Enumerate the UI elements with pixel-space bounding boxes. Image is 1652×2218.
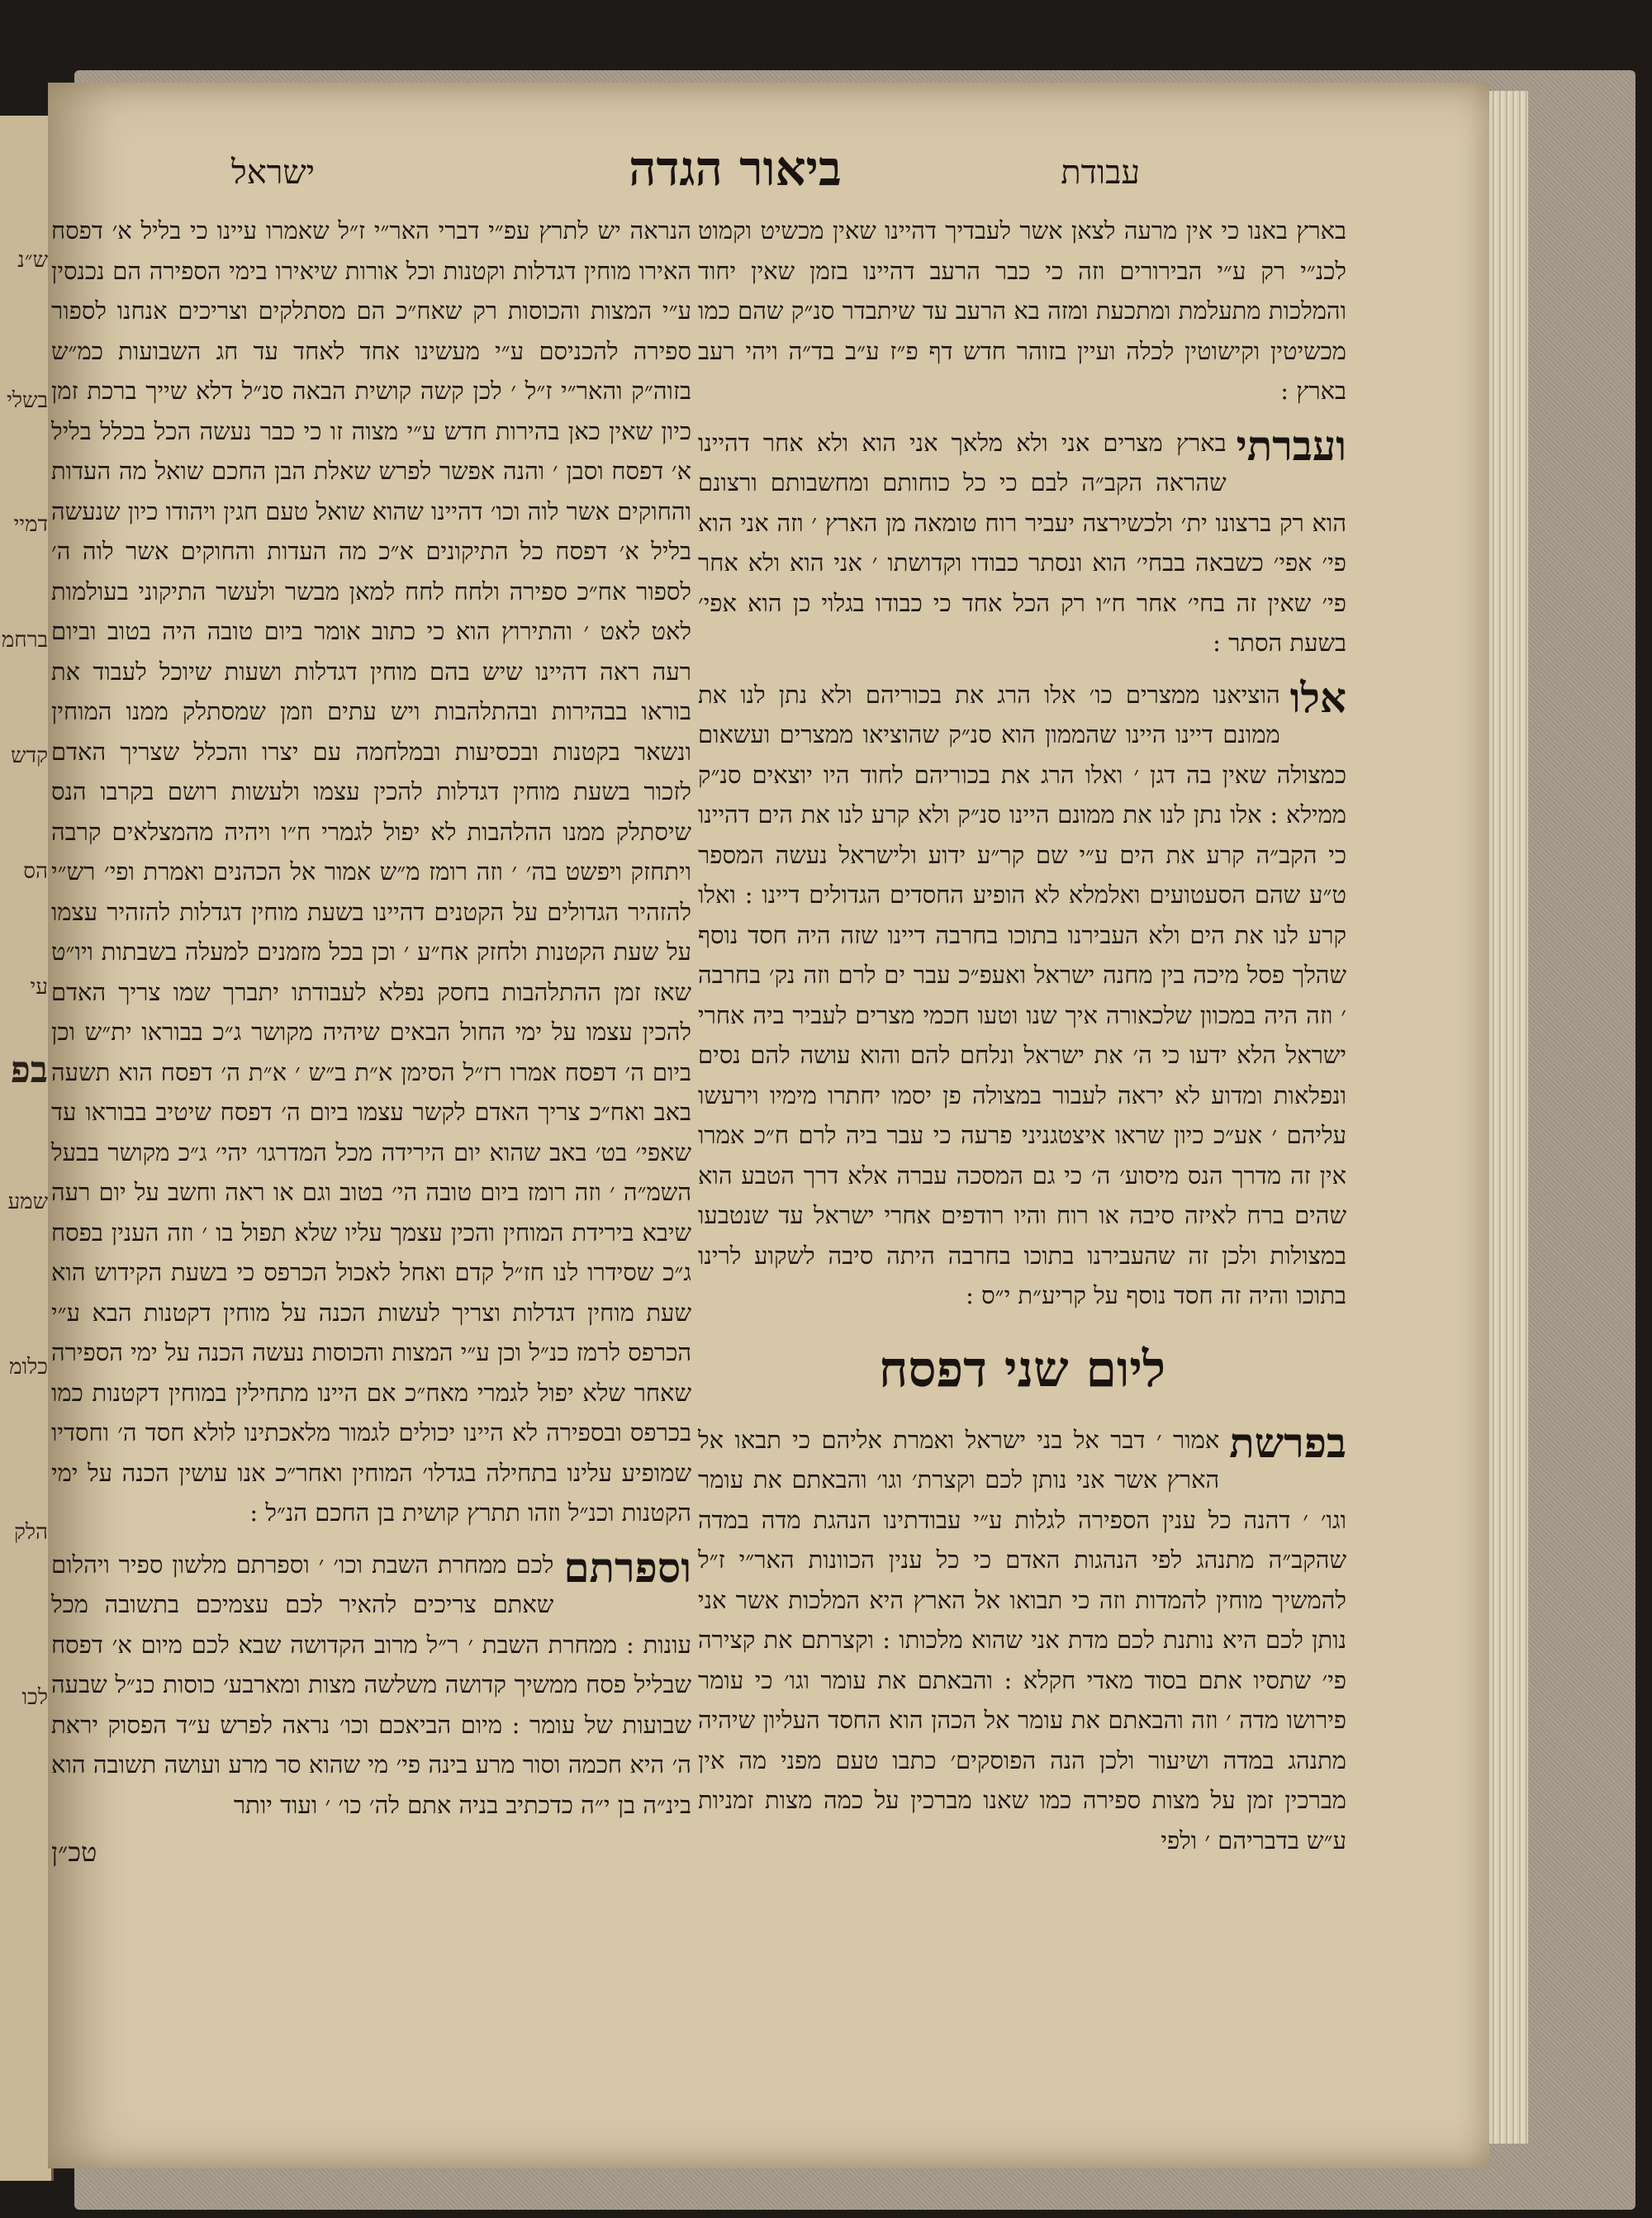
running-head-left: ישראל: [231, 154, 316, 192]
left-page-fragment: שמע: [7, 1190, 48, 1214]
left-page-fragment: כלומ: [9, 1355, 48, 1380]
left-page-fragment: עי: [30, 975, 48, 1000]
left-page-fragment: הס: [23, 859, 48, 884]
paragraph: ועברתי בארץ מצרים אני ולא מלאך אני הוא ולא אחר דהיינו שהראה הקב״ה לבם כי כל כוחותם ומחשבותם ורצונם הוא רק ברצונו ית׳ ולכשירצה יעביר רוח טומאה מן הארץ ׳ וזה אני הוא פי׳ אפי׳ כשבאה בבחי׳ הוא ונסתר כבודו וקדושתו ׳ אני הוא ולא אחר פי׳ שאין זה בחי׳ אחר ח״ו רק הכל אחד כי כבודו בגלוי כן הוא אפי׳ בשעת הסתר :: [698, 420, 1346, 657]
running-head-right: עבודת: [1061, 154, 1140, 192]
paragraph: אלו הוציאנו ממצרים כו׳ אלו הרג את בכוריהם ולא נתן לנו את ממונם דיינו היינו שהממון הוא סנ״ק שהוציאו ממצרים ועשאום כמצולה שאין בה דגן ׳ ואלו הרג את בכוריהם לחוד היו יוצאים סנ״ק ממילא : אלו נתן לנו את ממונם היינו סנ״ק ולא קרע לנו את הים דהיינו כי הקב״ה קרע את הים ע״י שם קר״ע ידוע ולישראל נעשה המספר ט״ע שהם הסעטועים ואלמלא לא הופיע החסדים הגדולים דיינו : ואלו קרע לנו את הים ולא העבירנו בתוכו בחרבה דיינו שזה היה חסד נוסף שהלך פסל מיכה בין מחנה ישראל ואעפ״כ עבר ים לרם וזה נק׳ בחרבה ׳ וזה היה במכוון שלכאורה איך שנו וטעו חכמי מצרים לעביר ביה אחרי ישראל הלא ידעו כי ה׳ את ישראל ונלחם להם והוא עושה להם נסים ונפלאות ומדוע לא יראה לעבור במצולה פן יסמו יחתרו מימיו וירעשו עליהם ׳ אע״כ כיון שראו איצטגניני פרעה כי עבר ביה לרם ח״כ אמרו אין זה מדרך הנס מיסוע׳ ה׳ כי גם המסכה עברה אלא דרך הטבע הוא שהים ברח לאיזה סיבה או רוח והיו רודפים אחרי ישראל עד שנטבעו במצולות ולכן זה שהעבירנו בתוכו בחרבה היתה סיבה לשקוע לרינו בתוכו והיה זה חסד נוסף על קריע״ת י״ס :: [698, 672, 1346, 1309]
left-page-edge: [0, 116, 54, 2181]
catchword: טכ״ן: [51, 1836, 97, 1868]
left-page-fragment: בשלי: [7, 388, 48, 413]
lead-word: אלו: [1289, 672, 1346, 722]
right-column: [698, 211, 1346, 1872]
paragraph: וספרתם לכם ממחרת השבת וכו׳ ׳ וספרתם מלשון ספיר ויהלום שאתם צריכים להאיר לכם עצמיכם בתשובה מכל עונות : ממחרת השבת ׳ ר״ל מרוב הקדושה שבא לכם מיום א׳ דפסח שבליל פסח ממשיך קדושה משלשה מצות ומארבע׳ כוסות כנ״ל שבעה שבועות של עומר : מיום הביאכם וכו׳ נראה לפרש ע״ד הפסוק יראת ה׳ היא חכמה וסור מרע בינה פי׳ מי שהוא סר מרע ועושה תשובה הוא בינ״ה בן י״ה כדכתיב בניה אתם לה׳ כו׳ ׳ ועוד יותר: [51, 1542, 691, 1819]
paragraph: בארץ באנו כי אין מרעה לצאן אשר לעבדיך דהיינו שאין מכשיט וקמוט לכנ״י רק ע״י הבירורים וזה כי כבר הרעב דהיינו בזמן שאין יחוד והמלכות מתעלמת ומתכעת ומזה בא הרעב עד שיתבדר סנ״ק שהם כמו מכשיטין וקישוטין לכלה ועיין בזוהר חדש דף פ״ז ע״ב בד״ה ויהי רעב בארץ :: [698, 216, 1346, 405]
left-page-fragment: ש״נ: [17, 248, 48, 273]
left-page-fragment: הלק: [13, 1520, 48, 1545]
paragraph: הנראה יש לתרץ עפ״י דברי האר״י ז״ל שאמרו עיינו כי בליל א׳ דפסח האירו מוחין דגדלות וקטנות וכל אורות שיאירו בימי הספירה הם נכנסין ע״י המצות והכוסות רק שאח״כ הם מסתלקים וצריכים אנחנו לספור ספירה להכניסם ע״י מעשינו אחד לאחד עד חג השבועות כמ״ש בזוה״ק והאר״י ז״ל ׳ לכן קשה קושית הבאה סנ״ל דלא שייך ברכת זמן כיון שאין כאן בהירות חדש ע״י מצוה זו כי כבר נעשה הכל בכלל בליל א׳ דפסח וסבן ׳ והנה אפשר לפרש שאלת הבן החכם שואל מה העדות והחוקים אשר לוה וכו׳ דהיינו שהוא שואל טעם חגין ויהודו כיון שנעשה בליל א׳ דפסח כל התיקונים א״כ מה העדות והחוקים אשר לוה ה׳ לספור אח״כ ספירה ולחח לחח למאן מבשר ולעשר התיקוני בעולמות לאט לאט ׳ והתירוץ הוא כי כתוב אומר ביום טובה היה בטוב וביום רעה ראה דהיינו שיש בהם מוחין דגדלות ושעות שיוכל לעבוד את בוראו בבהירות ובהתלהבות ויש עתים וזמן שמסתלק ממנו המוחין ונשאר בקטנות ובכסיעות ובמלחמה עם יצרו והכלל שצריך האדם לזכור בשעת מוחין דגדלות להכין עצמו ולעשות רושם בקרבו הנס שיסתלק ממנו ההלהבות לא יפול לגמרי ח״ו ויהיה מהמצלאים קרבה ויתחזק ויפשט בה׳ ׳ וזה רומז מ״ש אמור אל הכהנים ואמרת ופי׳ רש״י להזהיר הגדולים על הקטנים דהיינו בשעת מוחין דגדלות להזהיר עצמו על שעת הקטנות ולחזק אח״ע ׳ וכן בכל מזמנים למעלה בשבתות ויו״ט שאז זמן ההתלהבות בחסק נפלא לעבודתו יתברך שמו צריך האדם להכין עצמו על ימי החול הבאים שיהיה מקושר ג״כ בבוראו ית״ש וכן ביום ה׳ דפסח אמרו רז״ל הסימן א״ת ב״ש ׳ א״ת ה׳ דפסח הוא תשעה באב ואח״כ צריך האדם לקשר עצמו ביום ה׳ דפסח שיטיב בבוראו עד שאפי׳ בט׳ באב שהוא יום הירידה מכל המדרגו׳ יהי׳ ג״כ מקושר בבעל השמ״ה ׳ וזה רומז ביום טובה הי׳ בטוב וגם או ראה וחשב על יום רעה שיבא בירידת המוחין והכין עצמך עליו שלא תפול בו ׳ וזה הענין בפסח ג״כ שסידרו לנו חז״ל קדם ואחל לאכול הכרפס כי בשעת הקידוש הוא שעת מוחין דגדלות וצריך לעשות הכנה על מוחין דקטנות הבא ע״י הכרפס לרמז כנ״ל וכן ע״י המצות והכוסות נעשה הכנה על ימי הספירה שאחר שלא יפול לגמרי מאח״כ אם היינו מתחילין במוחין דקטנות כמו בכרפס ובספירה לא היינו יכולים לגמור מלאכתינו לולא חסד ה׳ וחסדיו שמופיע עלינו בתחילה בגדלו׳ המוחין ואחר״כ אנו עושין הכנה על ימי הקטנות וכנ״ל וזהו תתרץ קושית בן החכם הנ״ל :: [51, 216, 691, 1527]
paragraph: בפרשת אמור ׳ דבר אל בני ישראל ואמרת אליהם כי תבאו אל הארץ אשר אני נותן לכם וקצרת׳ וגו׳ והבאתם את עומר וגו׳ ׳ דהנה כל ענין הספירה לגלות ע״י עבודתינו הנהגת מדה במדה שהקב״ה מתנהג לפי הנהגות האדם כי כל ענין הכוונות האר״י ז״ל להמשיך מוחין להמדות וזה כי תבואו אל הארץ היא המלכות אשר אני נותן לכם היא נותנת לכם מדת אני שהוא מלכותו : וקצרתם את קצירה פי׳ שתסיו אתם בסוד מאדי חקלא : והבאתם את עומר וגו׳ כי עומר פירושו מדה ׳ וזה והבאתם את עומר אל הכהן הוא החסד העליון שיהיה מתנהג במדה ושיעור ולכן הנה הפוסקים׳ כתבו טעם מפני מה אין מברכין זמן על מצות ספירה כמו שאנו מברכין על כמה מצות זמניות ע״ש בדבריהם ׳ ולפי: [698, 1418, 1347, 1855]
lead-word: בפרשת: [1229, 1418, 1346, 1467]
left-page-fragment: בפ: [10, 1049, 48, 1091]
lead-word: ועברתי: [1236, 420, 1346, 470]
lead-word: וספרתם: [563, 1542, 691, 1592]
section-heading: ליום שני דפסח: [878, 1340, 1166, 1399]
left-page-fragment: דמיי: [13, 512, 48, 537]
left-column: [51, 211, 691, 1868]
left-page-fragment: לכו: [21, 1685, 48, 1710]
page-title: ביאור הגדה: [629, 140, 842, 197]
left-page-fragment: ברחמ: [1, 628, 48, 653]
left-page-fragment: קדש: [11, 743, 48, 768]
